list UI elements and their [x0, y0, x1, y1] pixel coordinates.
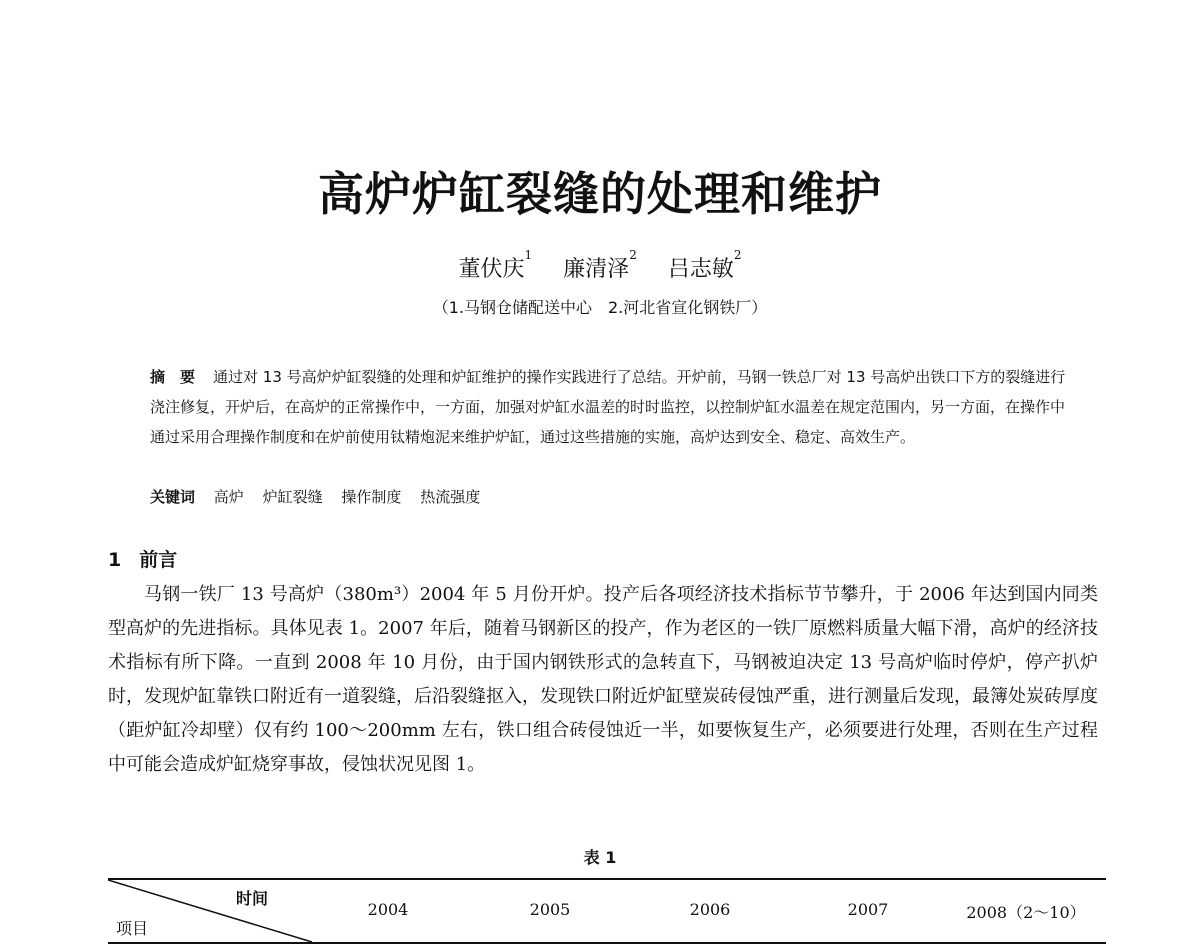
- body-text: [108, 578, 1098, 782]
- table-col-header: 2007: [847, 900, 889, 919]
- keywords: [150, 486, 1070, 507]
- abstract-text: 通过对 13 号高炉炉缸裂缝的处理和炉缸维护的操作实践进行了总结。开炉前，马钢一铁总厂对 13 号高炉出铁口下方的裂缝进行浇注修复，开炉后，在高炉的正常操作中，一方面，加强对炉缸水温差的时时监控，以控制炉缸水温差在规定范围内，另一方面，在操作中通过采用合理操作制度和在炉前使用钛精炮泥来维护炉缸，通过这些措施的实施，高炉达到安全、稳定、高效生产。: [150, 368, 1066, 446]
- paragraph: 马钢一铁厂 13 号高炉（380m³）2004 年 5 月份开炉。投产后各项经济技术指标节节攀升，于 2006 年达到国内同类型高炉的先进指标。具体见表 1。2007 年后，随着马钢新区的投产，作为老区的一铁厂原燃料质量大幅下滑，高炉的经济技术指标有所下降。一直到 2008 年 10 月份，由于国内钢铁形式的急转直下，马钢被迫决定 13 号高炉临时停炉，停产扒炉时，发现炉缸靠铁口附近有一道裂缝，后沿裂缝抠入，发现铁口附近炉缸壁炭砖侵蚀严重，进行测量后发现，最簿处炭砖厚度（距炉缸冷却壁）仅有约 100～200mm 左右，铁口组合砖侵蚀近一半，如要恢复生产，必须要进行处理，否则在生产过程中可能会造成炉缸烧穿事故，侵蚀状况见图 1。: [108, 584, 1098, 775]
- table-col-header: 2004: [367, 900, 409, 919]
- keyword: 炉缸裂缝: [262, 488, 323, 506]
- keywords-label: 关键词: [150, 488, 196, 506]
- affiliation: （1.马钢仓储配送中心 2.河北省宣化钢铁厂）: [432, 298, 768, 317]
- author: 廉清泽$^2$: [563, 248, 637, 282]
- section-title: 前言: [139, 549, 178, 571]
- data-table: [108, 878, 1106, 951]
- table-col-header: 2006: [689, 900, 731, 919]
- table-col-header: 2005: [529, 900, 571, 919]
- table-header-rule: [108, 942, 1106, 944]
- header-item: 项目: [116, 919, 149, 938]
- section-heading: [108, 545, 177, 572]
- header-time: 时间: [236, 889, 269, 908]
- header-diagonal-line: [108, 878, 313, 951]
- table-col-header: 2008（2～10）: [966, 903, 1086, 922]
- abstract: [150, 362, 1070, 452]
- author: 吕志敏$^2$: [667, 248, 742, 282]
- abstract-label: 摘 要: [150, 368, 196, 386]
- table-caption: 表 1: [583, 848, 617, 867]
- keyword: 热流强度: [420, 488, 481, 506]
- keyword: 高炉: [213, 488, 244, 506]
- author: 董伏庆$^1$: [458, 248, 533, 282]
- author-list: [0, 248, 1200, 283]
- paper-title: 高炉炉缸裂缝的处理和维护: [318, 167, 882, 221]
- keyword: 操作制度: [341, 488, 402, 506]
- section-number: 1: [108, 549, 122, 571]
